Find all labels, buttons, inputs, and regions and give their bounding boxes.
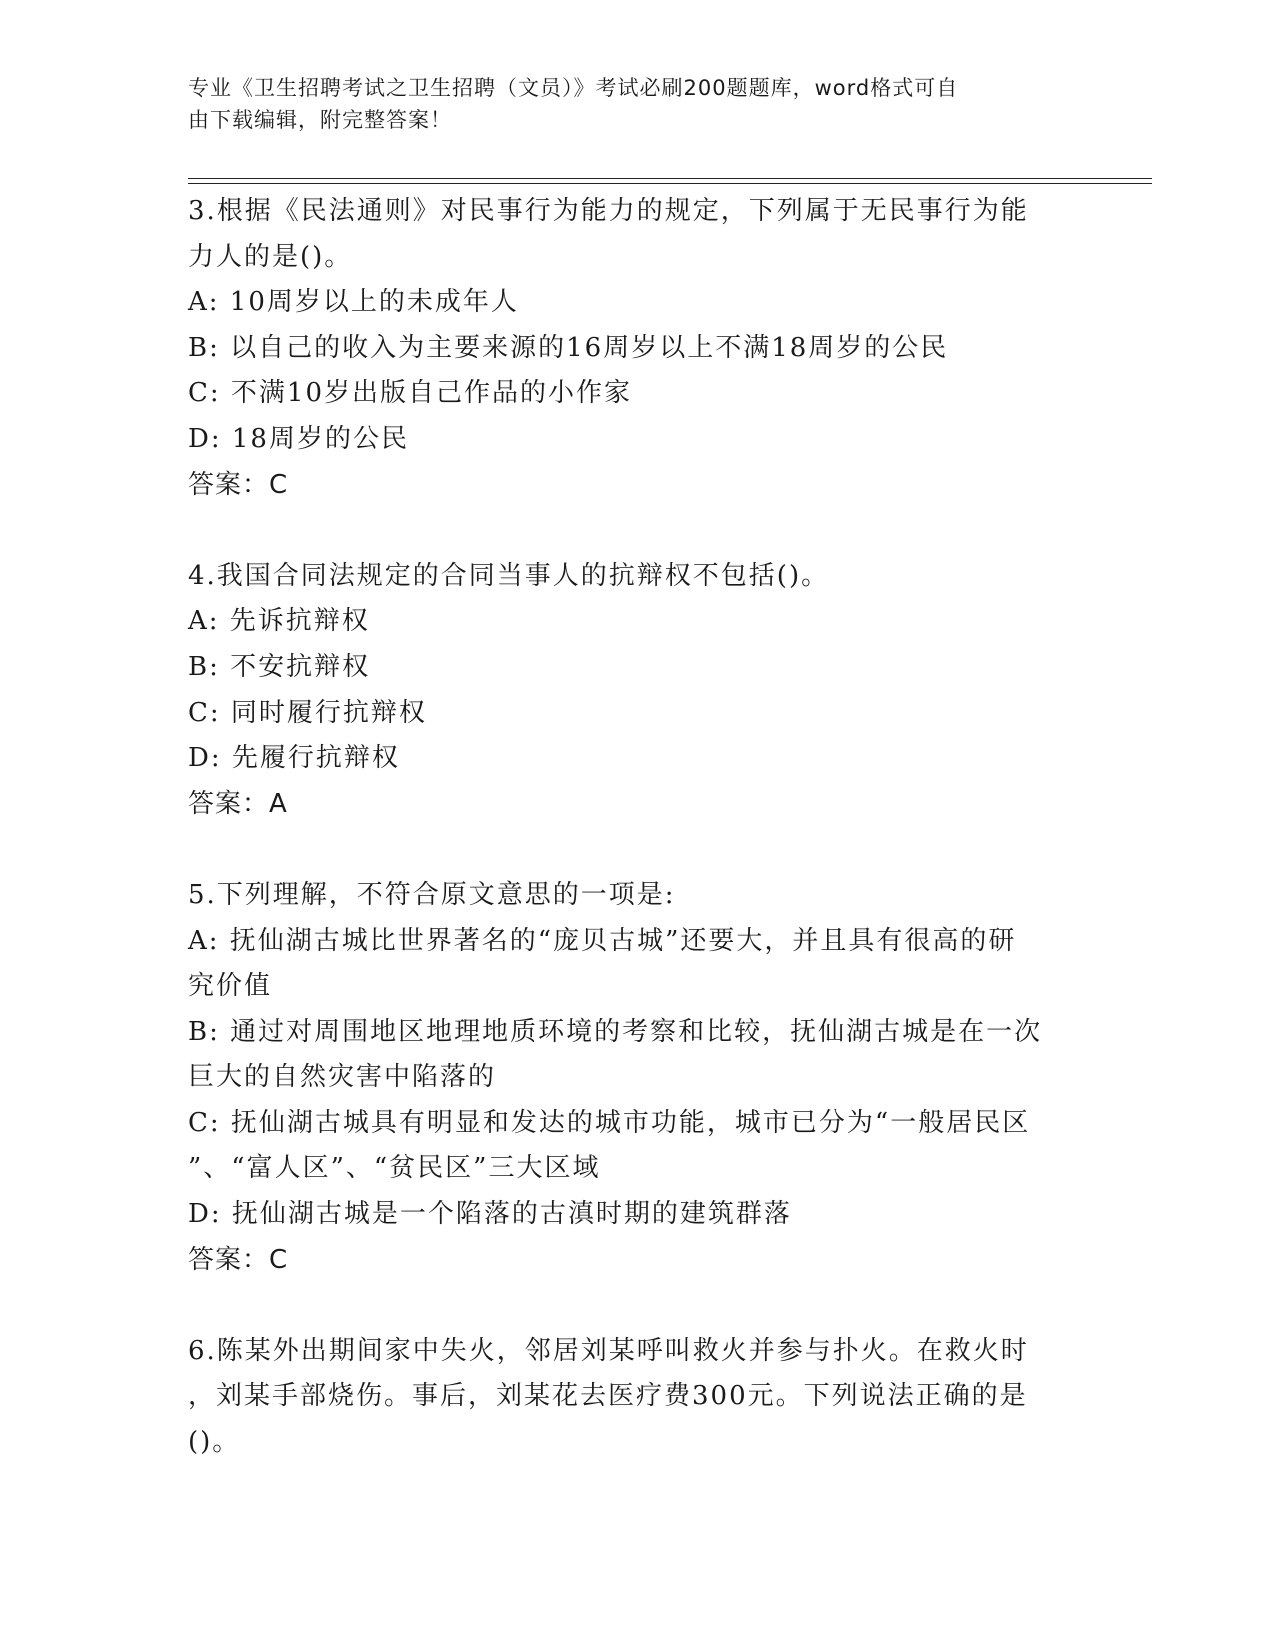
answer-key: 答案：A: [188, 788, 288, 819]
answer-option-line: A: 抚仙湖古城比世界著名的“庞贝古城”还要大，并且具有很高的研: [188, 925, 1017, 956]
question-stem-line: 5.下列理解，不符合原文意思的一项是:: [188, 879, 676, 910]
answer-key: 答案：C: [188, 1244, 289, 1275]
question-stem-line: ()。: [188, 1427, 241, 1458]
question-stem-line: 4.我国合同法规定的合同当事人的抗辩权不包括()。: [188, 560, 830, 591]
answer-key: 答案：C: [188, 469, 289, 500]
header-divider-bottom: [188, 183, 1152, 184]
answer-option-line: B: 不安抗辩权: [188, 651, 371, 682]
question-block: [188, 554, 1088, 828]
header-line: 由下载编辑，附完整答案！: [188, 108, 452, 132]
answer-option-line: B: 以自己的收入为主要来源的16周岁以上不满18周岁的公民: [188, 332, 949, 363]
answer-option-line: D: 抚仙湖古城是一个陷落的古滇时期的建筑群落: [188, 1199, 792, 1230]
question-stem-line: 6.陈某外出期间家中失火，邻居刘某呼叫救火并参与扑火。在救火时: [188, 1335, 1029, 1366]
question-stem-line: 3.根据《民法通则》对民事行为能力的规定，下列属于无民事行为能: [188, 196, 1029, 226]
answer-option-line: ”、“富人区”、“贫民区”三大区域: [188, 1153, 601, 1184]
answer-option-line: A: 10周岁以上的未成年人: [188, 287, 519, 318]
answer-option-line: 巨大的自然灾害中陷落的: [188, 1062, 497, 1093]
answer-option-line: C: 同时履行抗辩权: [188, 697, 427, 728]
question-block: [188, 1329, 1088, 1466]
answer-option-line: C: 不满10岁出版自己作品的小作家: [188, 378, 633, 409]
answer-option-line: 究价值: [188, 971, 273, 1002]
question-block: [188, 189, 1088, 508]
header-line: 专业《卫生招聘考试之卫生招聘（文员）》考试必刷200题题库，word格式可自: [188, 76, 959, 100]
answer-option-line: D: 18周岁的公民: [188, 423, 409, 454]
answer-option-line: C: 抚仙湖古城具有明显和发达的城市功能，城市已分为“一般居民区: [188, 1107, 1031, 1138]
question-block: [188, 873, 1088, 1283]
question-stem-line: ，刘某手部烧伤。事后，刘某花去医疗费300元。下列说法正确的是: [188, 1381, 1028, 1412]
question-stem-line: 力人的是()。: [188, 241, 353, 272]
question-list: [188, 189, 1088, 1511]
document-header: [188, 72, 1068, 136]
answer-option-line: A: 先诉抗辩权: [188, 606, 370, 637]
answer-option-line: D: 先履行抗辩权: [188, 743, 400, 774]
answer-option-line: B: 通过对周围地区地理地质环境的考察和比较，抚仙湖古城是在一次: [188, 1016, 1043, 1047]
header-divider-top: [188, 178, 1152, 179]
